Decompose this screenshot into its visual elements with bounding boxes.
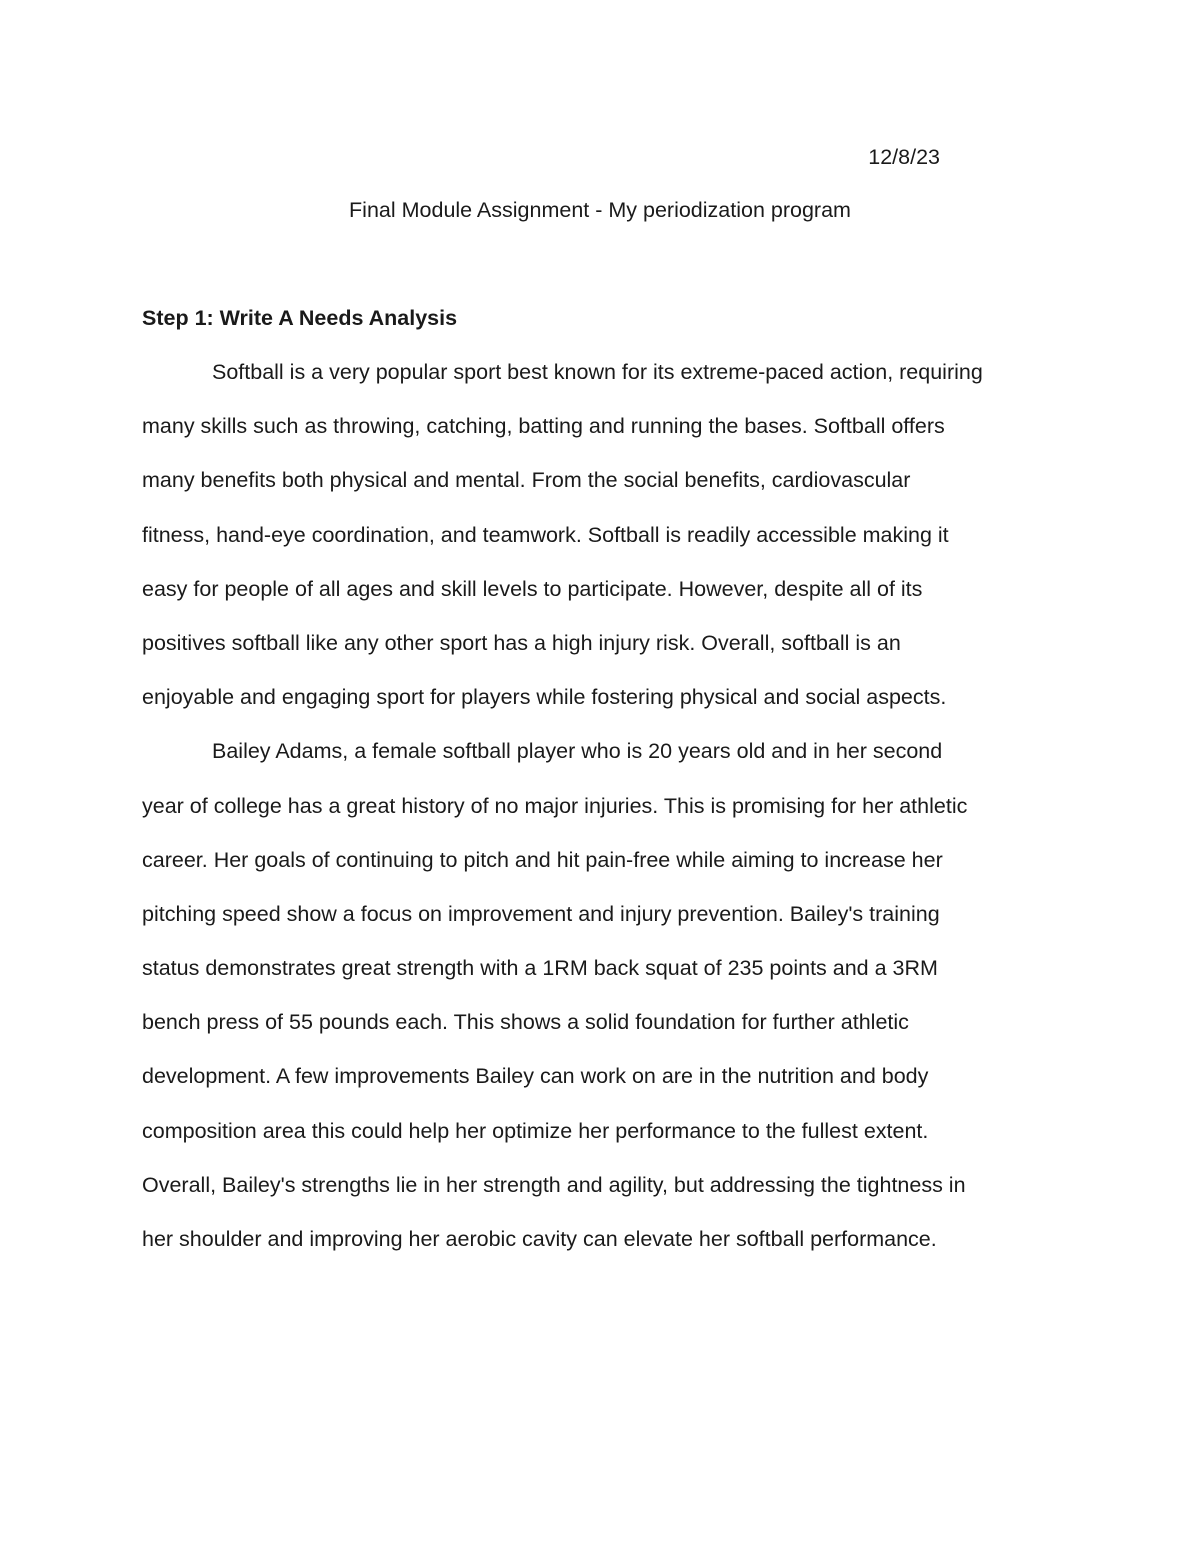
paragraph-line: development. A few improvements Bailey can work on are in the nutrition and body (142, 1064, 929, 1089)
paragraph-1 (142, 345, 1062, 724)
paragraph-line: Bailey Adams, a female softball player who is 20 years old and in her second (212, 739, 943, 764)
paragraph-line: many skills such as throwing, catching, batting and running the bases. Softball offers (142, 414, 945, 439)
paragraph-line: pitching speed show a focus on improvement and injury prevention. Bailey's training (142, 901, 940, 926)
document-body (142, 345, 1062, 1266)
paragraph-line: enjoyable and engaging sport for players while fostering physical and social aspects. (142, 685, 947, 710)
paragraph-line: Softball is a very popular sport best known for its extreme-paced action, requiring (212, 360, 983, 384)
paragraph-2 (142, 724, 1062, 1266)
paragraph-line: year of college has a great history of no major injuries. This is promising for her athletic (142, 793, 968, 818)
section-heading: Step 1: Write A Needs Analysis (142, 306, 458, 330)
paragraph-line: Overall, Bailey's strengths lie in her strength and agility, but addressing the tightness in (142, 1172, 966, 1197)
paragraph-line: fitness, hand-eye coordination, and teamwork. Softball is readily accessible making it (142, 522, 949, 547)
paragraph-line: career. Her goals of continuing to pitch and hit pain-free while aiming to increase her (142, 847, 943, 872)
paragraph-line: positives softball like any other sport has a high injury risk. Overall, softball is an (142, 630, 901, 655)
paragraph-line: many benefits both physical and mental. From the social benefits, cardiovascular (142, 468, 911, 493)
paragraph-line: easy for people of all ages and skill levels to participate. However, despite all of its (142, 576, 923, 601)
paragraph-line: bench press of 55 pounds each. This shows a solid foundation for further athletic (142, 1010, 909, 1035)
paragraph-line: status demonstrates great strength with a 1RM back squat of 235 points and a 3RM (142, 956, 938, 981)
paragraph-line: composition area this could help her optimize her performance to the fullest extent. (142, 1118, 929, 1143)
document-date: 12/8/23 (868, 145, 940, 169)
paragraph-line: her shoulder and improving her aerobic cavity can elevate her softball performance. (142, 1227, 937, 1251)
document-title: Final Module Assignment - My periodization program (349, 198, 851, 222)
